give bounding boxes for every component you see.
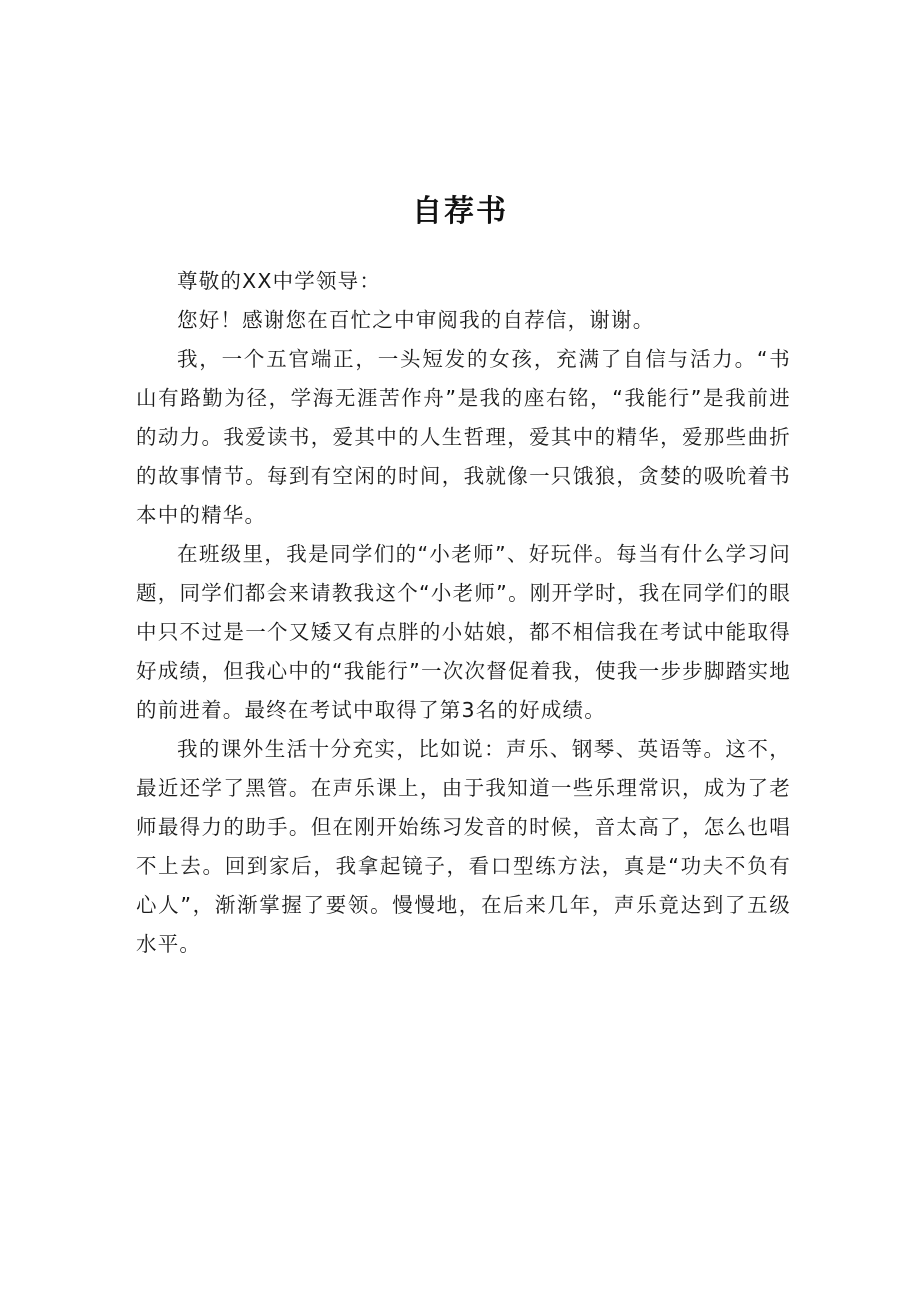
salutation: 尊敬的XX中学领导： (177, 269, 382, 293)
document-body (136, 262, 791, 964)
document-title: 自荐书 (412, 194, 508, 230)
greeting-paragraph: 您好！感谢您在百忙之中审阅我的自荐信，谢谢。 (177, 308, 655, 332)
introduction-paragraph: 我，一个五官端正，一头短发的女孩，充满了自信与活力。“书山有路勤为径，学海无涯苦作舟”是我的座右铭，“我能行”是我前进的动力。我爱读书，爱其中的人生哲理，爱其中的精华，爱那些曲折的故事情节。每到有空闲的时间，我就像一只饿狼，贪婪的吸吮着书本中的精华。 (136, 347, 791, 527)
class-life-paragraph: 在班级里，我是同学们的“小老师”、好玩伴。每当有什么学习问题，同学们都会来请教我这个“小老师”。刚开学时，我在同学们的眼中只不过是一个又矮又有点胖的小姑娘，都不相信我在考试中能取得好成绩，但我心中的“我能行”一次次督促着我，使我一步步脚踏实地的前进着。最终在考试中取得了第3名的好成绩。 (136, 542, 791, 722)
extracurricular-paragraph: 我的课外生活十分充实，比如说：声乐、钢琴、英语等。这不，最近还学了黑管。在声乐课上，由于我知道一些乐理常识，成为了老师最得力的助手。但在刚开始练习发音的时候，音太高了，怎么也唱不上去。回到家后，我拿起镜子，看口型练方法，真是“功夫不负有心人”，渐渐掌握了要领。慢慢地，在后来几年，声乐竟达到了五级水平。 (136, 737, 791, 956)
